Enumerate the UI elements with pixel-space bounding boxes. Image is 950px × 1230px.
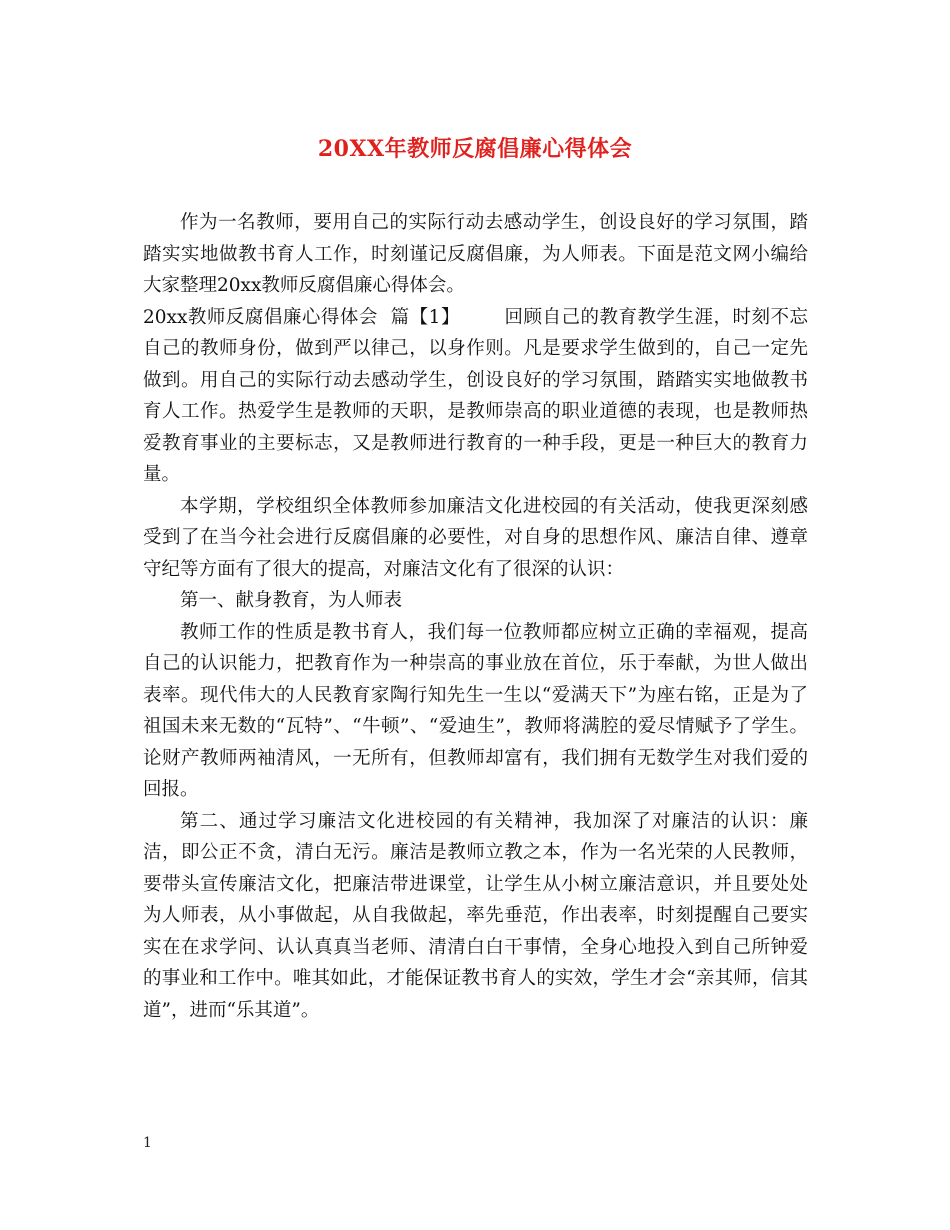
- body-paragraph-1: 本学期，学校组织全体教师参加廉洁文化进校园的有关活动，使我更深刻感受到了在当今社会进行反腐倡廉的必要性，对自身的思想作风、廉洁自律、遵章守纪等方面有了很大的提高，对廉洁文化有了很深的认识：: [143, 495, 808, 580]
- body-paragraph-3: 第二、通过学习廉洁文化进校园的有关精神，我加深了对廉洁的认识：廉洁，即公正不贪，清白无污。廉洁是教师立教之本，作为一名光荣的人民教师，要带头宣传廉洁文化，把廉洁带进课堂，让学生从小树立廉洁意识，并且要处处为人师表，从小事做起，从自我做起，率先垂范，作出表率，时刻提醒自己要实实在在求学问、认认真真当老师、清清白白干事情，全身心地投入到自己所钟爱的事业和工作中。唯其如此，才能保证教书育人的实效，学生才会“亲其师，信其道”，进而“乐其道”。: [143, 810, 808, 1021]
- document-title: 20XX年教师反腐倡廉心得体会: [317, 136, 633, 162]
- intro-paragraph: 作为一名教师，要用自己的实际行动去感动学生，创设良好的学习氛围，踏踏实实地做教书育人工作，时刻谨记反腐倡廉，为人师表。下面是范文网小编给大家整理20xx教师反腐倡廉心得体会。: [143, 212, 808, 296]
- body-paragraph-2: 教师工作的性质是教书育人，我们每一位教师都应树立正确的幸福观，提高自己的认识能力，把教育作为一种崇高的事业放在首位，乐于奉献，为世人做出表率。现代伟大的人民教育家陶行知先生一生以“爱满天下”为座右铭，正是为了祖国未来无数的“瓦特”、“牛顿”、“爱迪生”，教师将满腔的爱尽情赋予了学生。论财产教师两袖清风，一无所有，但教师却富有，我们拥有无数学生对我们爱的回报。: [143, 621, 808, 800]
- section-paragraph: [143, 302, 808, 491]
- section-first-paragraph: 回顾自己的教育教学生涯，时刻不忘自己的教师身份，做到严以律己，以身作则。凡是要求学生做到的，自己一定先做到。用自己的实际行动去感动学生，创设良好的学习氛围，踏踏实实地做教书育人工作。热爱学生是教师的天职，是教师崇高的职业道德的表现，也是教师热爱教育事业的主要标志，又是教师进行教育的一种手段，更是一种巨大的教育力量。: [143, 306, 808, 485]
- subheading-paragraph: 第一、献身教育，为人师表: [180, 590, 403, 611]
- document-body: [143, 207, 808, 1026]
- page-number: 1: [143, 1135, 152, 1151]
- section-heading: 20xx教师反腐倡廉心得体会 篇【1】: [143, 306, 460, 328]
